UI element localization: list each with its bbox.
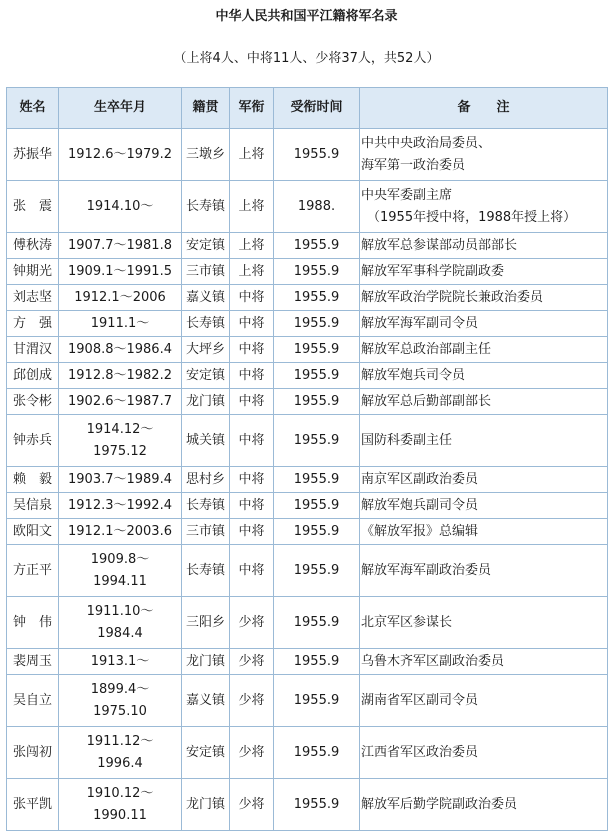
remarks — [360, 597, 608, 649]
military-rank: 中将 — [230, 545, 274, 597]
birth-death-dates — [59, 519, 182, 545]
table-row — [7, 337, 608, 363]
hometown: 城关镇 — [182, 415, 230, 467]
table-row — [7, 675, 608, 727]
remark-line: 湖南省军区副司令员 — [361, 692, 479, 708]
general-name: 吴自立 — [7, 675, 59, 727]
date-line: 1914.10～ — [86, 198, 154, 214]
general-name: 邱创成 — [7, 363, 59, 389]
birth-death-dates — [59, 389, 182, 415]
date-line: 1908.8～1986.4 — [68, 341, 172, 357]
military-rank: 上将 — [230, 181, 274, 233]
date-line: 1912.8～1982.2 — [68, 367, 172, 383]
hometown: 长寿镇 — [182, 181, 230, 233]
hometown: 龙门镇 — [182, 389, 230, 415]
military-rank: 少将 — [230, 597, 274, 649]
general-name: 方正平 — [7, 545, 59, 597]
column-header-remarks: 备 注 — [360, 88, 608, 129]
general-name: 张令彬 — [7, 389, 59, 415]
remarks — [360, 181, 608, 233]
general-name: 傅秋涛 — [7, 233, 59, 259]
birth-death-dates — [59, 285, 182, 311]
hometown: 安定镇 — [182, 233, 230, 259]
date-line: 1909.8～ — [90, 551, 150, 567]
remark-line: 解放军总参谋部动员部部长 — [361, 237, 518, 253]
remark-line: 《解放军报》总编辑 — [361, 523, 479, 539]
general-name: 张平凯 — [7, 779, 59, 831]
birth-death-dates — [59, 675, 182, 727]
hometown: 安定镇 — [182, 363, 230, 389]
rank-conferred-year: 1955.9 — [274, 649, 360, 675]
date-line: 1902.6～1987.7 — [68, 393, 172, 409]
remark-line: 解放军海军副政治委员 — [361, 562, 492, 578]
rank-conferred-year: 1955.9 — [274, 311, 360, 337]
remark-line: 解放军炮兵副司令员 — [361, 497, 479, 513]
remark-line: 中央军委副主席 — [361, 187, 453, 203]
date-line: 1913.1～ — [90, 653, 150, 669]
table-row — [7, 519, 608, 545]
general-name: 吴信泉 — [7, 493, 59, 519]
table-row — [7, 467, 608, 493]
birth-death-dates — [59, 337, 182, 363]
table-row — [7, 649, 608, 675]
military-rank: 中将 — [230, 415, 274, 467]
column-header-name: 姓名 — [7, 88, 59, 129]
remarks — [360, 285, 608, 311]
date-line: 1911.12～ — [86, 733, 154, 749]
rank-conferred-year: 1955.9 — [274, 337, 360, 363]
table-row — [7, 363, 608, 389]
column-header-year: 受衔时间 — [274, 88, 360, 129]
remark-line: 南京军区副政治委员 — [361, 471, 479, 487]
hometown: 长寿镇 — [182, 311, 230, 337]
table-row — [7, 311, 608, 337]
birth-death-dates — [59, 363, 182, 389]
table-row — [7, 415, 608, 467]
hometown: 龙门镇 — [182, 649, 230, 675]
military-rank: 上将 — [230, 233, 274, 259]
remark-line: 乌鲁木齐军区副政治委员 — [361, 653, 505, 669]
remark-line: 北京军区参谋长 — [361, 614, 453, 630]
rank-conferred-year: 1955.9 — [274, 259, 360, 285]
table-row — [7, 285, 608, 311]
date-line: 1994.11 — [93, 573, 147, 589]
hometown: 龙门镇 — [182, 779, 230, 831]
rank-conferred-year: 1988. — [274, 181, 360, 233]
rank-conferred-year: 1955.9 — [274, 545, 360, 597]
remarks — [360, 363, 608, 389]
hometown: 安定镇 — [182, 727, 230, 779]
rank-conferred-year: 1955.9 — [274, 129, 360, 181]
table-row — [7, 389, 608, 415]
date-line: 1910.12～ — [86, 785, 154, 801]
date-line: 1911.10～ — [86, 603, 154, 619]
military-rank: 中将 — [230, 493, 274, 519]
birth-death-dates — [59, 129, 182, 181]
hometown: 三市镇 — [182, 519, 230, 545]
military-rank: 中将 — [230, 337, 274, 363]
rank-conferred-year: 1955.9 — [274, 467, 360, 493]
birth-death-dates — [59, 233, 182, 259]
birth-death-dates — [59, 545, 182, 597]
remark-line: 解放军总后勤部副部长 — [361, 393, 492, 409]
hometown: 三墩乡 — [182, 129, 230, 181]
hometown: 嘉义镇 — [182, 285, 230, 311]
birth-death-dates — [59, 779, 182, 831]
birth-death-dates — [59, 649, 182, 675]
remark-line: 解放军政治学院院长兼政治委员 — [361, 289, 544, 305]
hometown: 三阳乡 — [182, 597, 230, 649]
rank-conferred-year: 1955.9 — [274, 597, 360, 649]
remark-line: （1955年授中将，1988年授上将） — [367, 209, 577, 225]
general-name: 钟赤兵 — [7, 415, 59, 467]
hometown: 三市镇 — [182, 259, 230, 285]
remark-line: 解放军总政治部副主任 — [361, 341, 492, 357]
general-name: 钟 伟 — [7, 597, 59, 649]
hometown: 长寿镇 — [182, 493, 230, 519]
column-header-hometown: 籍贯 — [182, 88, 230, 129]
date-line: 1899.4～ — [90, 681, 150, 697]
rank-conferred-year: 1955.9 — [274, 285, 360, 311]
remarks — [360, 779, 608, 831]
date-line: 1912.3～1992.4 — [68, 497, 172, 513]
date-line: 1990.11 — [93, 807, 147, 823]
remarks — [360, 233, 608, 259]
general-name: 方 强 — [7, 311, 59, 337]
remarks — [360, 467, 608, 493]
general-name: 刘志坚 — [7, 285, 59, 311]
table-body — [7, 129, 608, 831]
remarks — [360, 675, 608, 727]
table-header-row — [7, 88, 608, 129]
date-line: 1914.12～ — [86, 421, 154, 437]
general-name: 钟期光 — [7, 259, 59, 285]
military-rank: 中将 — [230, 467, 274, 493]
table-row — [7, 545, 608, 597]
general-name: 甘渭汉 — [7, 337, 59, 363]
military-rank: 少将 — [230, 675, 274, 727]
remarks — [360, 415, 608, 467]
hometown: 长寿镇 — [182, 545, 230, 597]
military-rank: 中将 — [230, 285, 274, 311]
rank-conferred-year: 1955.9 — [274, 779, 360, 831]
military-rank: 少将 — [230, 727, 274, 779]
remark-line: 中共中央政治局委员、 — [361, 135, 492, 151]
birth-death-dates — [59, 311, 182, 337]
general-name: 欧阳文 — [7, 519, 59, 545]
generals-table — [6, 87, 608, 831]
date-line: 1996.4 — [97, 755, 143, 771]
general-name: 张 震 — [7, 181, 59, 233]
birth-death-dates — [59, 415, 182, 467]
military-rank: 中将 — [230, 363, 274, 389]
remarks — [360, 311, 608, 337]
remarks — [360, 389, 608, 415]
rank-conferred-year: 1955.9 — [274, 675, 360, 727]
birth-death-dates — [59, 467, 182, 493]
military-rank: 中将 — [230, 389, 274, 415]
date-line: 1975.12 — [93, 443, 147, 459]
remarks — [360, 727, 608, 779]
remarks — [360, 493, 608, 519]
table-row — [7, 597, 608, 649]
remarks — [360, 129, 608, 181]
table-row — [7, 727, 608, 779]
rank-conferred-year: 1955.9 — [274, 233, 360, 259]
rank-conferred-year: 1955.9 — [274, 727, 360, 779]
general-name: 赖 毅 — [7, 467, 59, 493]
date-line: 1975.10 — [93, 703, 147, 719]
general-name: 张闯初 — [7, 727, 59, 779]
remark-line: 国防科委副主任 — [361, 432, 453, 448]
remark-line: 解放军炮兵司令员 — [361, 367, 466, 383]
date-line: 1909.1～1991.5 — [68, 263, 172, 279]
table-row — [7, 181, 608, 233]
military-rank: 中将 — [230, 519, 274, 545]
military-rank: 少将 — [230, 649, 274, 675]
hometown: 嘉义镇 — [182, 675, 230, 727]
birth-death-dates — [59, 493, 182, 519]
date-line: 1907.7～1981.8 — [68, 237, 172, 253]
rank-conferred-year: 1955.9 — [274, 415, 360, 467]
page-subtitle: （上将4人、中将11人、少将37人，共52人） — [173, 51, 440, 66]
table-row — [7, 779, 608, 831]
hometown: 思村乡 — [182, 467, 230, 493]
remarks — [360, 519, 608, 545]
military-rank: 上将 — [230, 259, 274, 285]
page-title: 中华人民共和国平江籍将军名录 — [215, 9, 398, 24]
hometown: 大坪乡 — [182, 337, 230, 363]
column-header-dates: 生卒年月 — [59, 88, 182, 129]
remark-line: 解放军海军副司令员 — [361, 315, 479, 331]
remarks — [360, 649, 608, 675]
birth-death-dates — [59, 597, 182, 649]
rank-conferred-year: 1955.9 — [274, 389, 360, 415]
remark-line: 解放军后勤学院副政治委员 — [361, 796, 518, 812]
military-rank: 中将 — [230, 311, 274, 337]
table-row — [7, 493, 608, 519]
table-row — [7, 259, 608, 285]
rank-conferred-year: 1955.9 — [274, 363, 360, 389]
birth-death-dates — [59, 727, 182, 779]
date-line: 1984.4 — [97, 625, 143, 641]
general-name: 裴周玉 — [7, 649, 59, 675]
date-line: 1912.6～1979.2 — [68, 146, 172, 162]
birth-death-dates — [59, 259, 182, 285]
remark-line: 海军第一政治委员 — [361, 157, 466, 173]
rank-conferred-year: 1955.9 — [274, 493, 360, 519]
column-header-rank: 军衔 — [230, 88, 274, 129]
remark-line: 江西省军区政治委员 — [361, 744, 479, 760]
date-line: 1903.7～1989.4 — [68, 471, 172, 487]
date-line: 1912.1～2003.6 — [68, 523, 172, 539]
military-rank: 上将 — [230, 129, 274, 181]
remarks — [360, 545, 608, 597]
birth-death-dates — [59, 181, 182, 233]
remarks — [360, 337, 608, 363]
military-rank: 少将 — [230, 779, 274, 831]
remark-line: 解放军军事科学院副政委 — [361, 263, 505, 279]
rank-conferred-year: 1955.9 — [274, 519, 360, 545]
general-name: 苏振华 — [7, 129, 59, 181]
date-line: 1912.1～2006 — [74, 289, 166, 305]
date-line: 1911.1～ — [90, 315, 150, 331]
table-row — [7, 129, 608, 181]
remarks — [360, 259, 608, 285]
table-row — [7, 233, 608, 259]
